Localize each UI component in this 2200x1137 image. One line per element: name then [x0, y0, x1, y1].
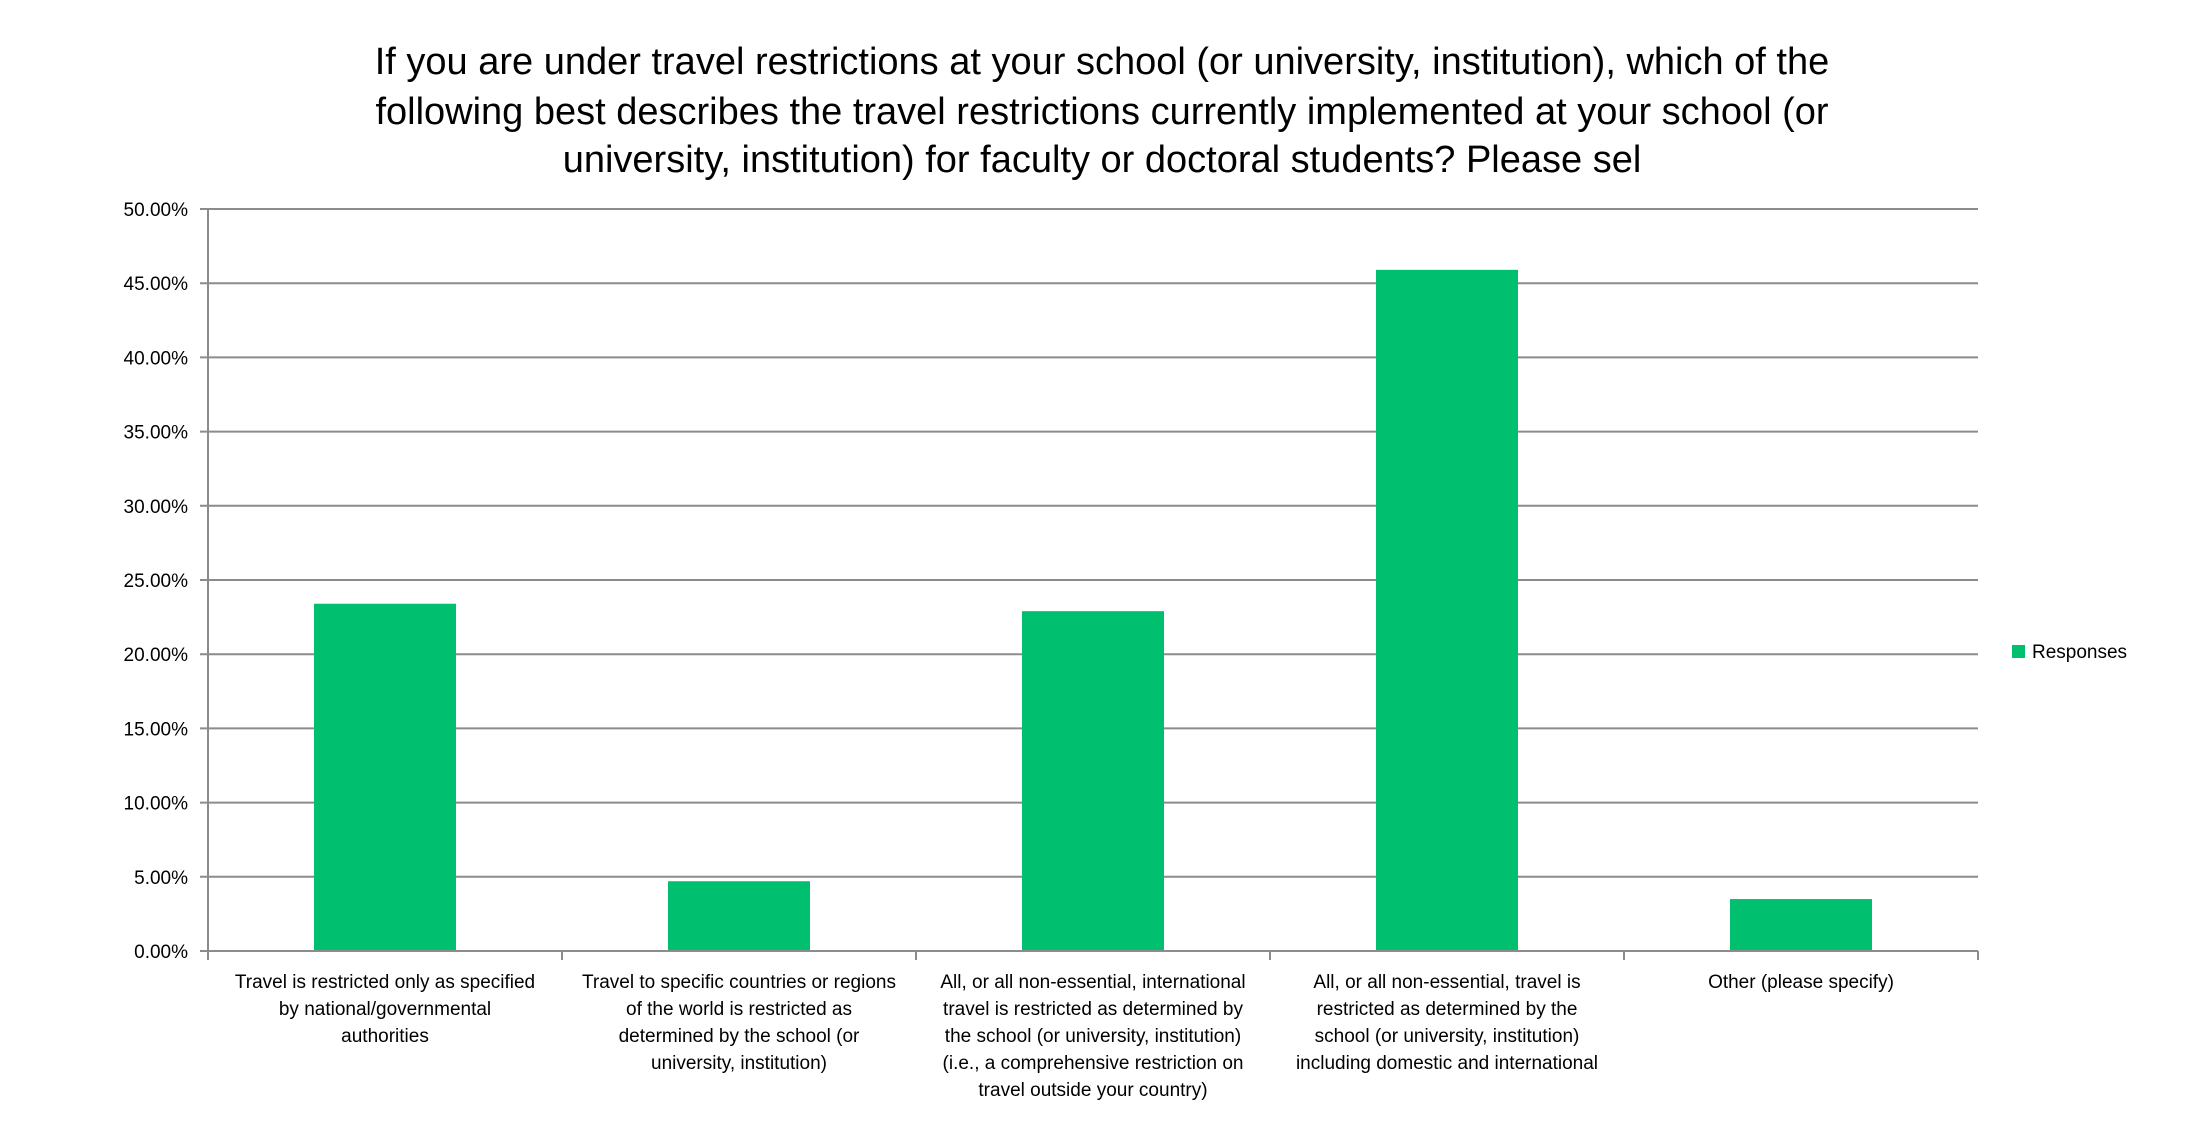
legend-swatch [2012, 645, 2025, 658]
category-label [1296, 972, 1598, 1074]
y-tick-label: 45.00% [123, 274, 188, 296]
chart-title-line: following best describes the travel restrictions currently implemented at your school (or [375, 91, 1829, 133]
y-tick-label: 10.00% [123, 793, 188, 815]
bar [1022, 611, 1164, 951]
y-tick-label: 25.00% [123, 571, 188, 592]
category-label-line: determined by the school (or [618, 1026, 860, 1047]
category-label-line: the school (or university, institution) [944, 1026, 1242, 1047]
y-tick-label: 0.00% [134, 942, 188, 963]
category-label-line: All, or all non-essential, travel is [1313, 972, 1581, 993]
category-label-line: Travel is restricted only as specified [234, 972, 536, 993]
category-label-line: travel outside your country) [978, 1080, 1208, 1101]
category-label-line: by national/governmental [278, 999, 492, 1020]
category-label-line: of the world is restricted as [626, 999, 852, 1020]
y-tick-label: 20.00% [123, 645, 188, 667]
chart-title-line: university, institution) for faculty or doctoral students? Please sel [562, 139, 1642, 181]
category-label [582, 972, 896, 1074]
category-label-line: university, institution) [651, 1053, 827, 1074]
y-tick-label: 15.00% [123, 719, 188, 741]
category-label-line: All, or all non-essential, international [940, 972, 1246, 993]
category-label-line: travel is restricted as determined by [943, 999, 1243, 1020]
chart-title [375, 41, 1829, 181]
bar [1376, 270, 1518, 951]
y-axis-tick-labels [124, 200, 189, 963]
y-tick-label: 40.00% [123, 348, 188, 370]
y-tick-label: 5.00% [134, 867, 188, 889]
chart-title-line: If you are under travel restrictions at your school (or university, institution), which of the [374, 41, 1830, 83]
category-label-line: (i.e., a comprehensive restriction on [942, 1053, 1244, 1074]
legend [2012, 642, 2127, 663]
category-label [1708, 972, 1894, 993]
y-tick-label: 50.00% [123, 200, 188, 221]
category-label [235, 972, 535, 1047]
category-label-line: restricted as determined by the [1316, 999, 1578, 1020]
x-axis-category-labels [235, 972, 1894, 1101]
y-tick-label: 30.00% [123, 496, 188, 518]
category-label-line: authorities [341, 1026, 429, 1047]
category-label-line: school (or university, institution) [1314, 1026, 1580, 1047]
bar [1730, 899, 1872, 951]
category-label-line: Travel to specific countries or regions [582, 972, 896, 993]
category-label [940, 972, 1245, 1101]
legend-label: Responses [2032, 642, 2128, 663]
bars [314, 270, 1872, 951]
y-tick-label: 35.00% [123, 422, 188, 444]
category-label-line: including domestic and international [1295, 1053, 1599, 1074]
bar [314, 604, 456, 951]
category-label-line: Other (please specify) [1708, 972, 1894, 993]
bar [668, 881, 810, 951]
